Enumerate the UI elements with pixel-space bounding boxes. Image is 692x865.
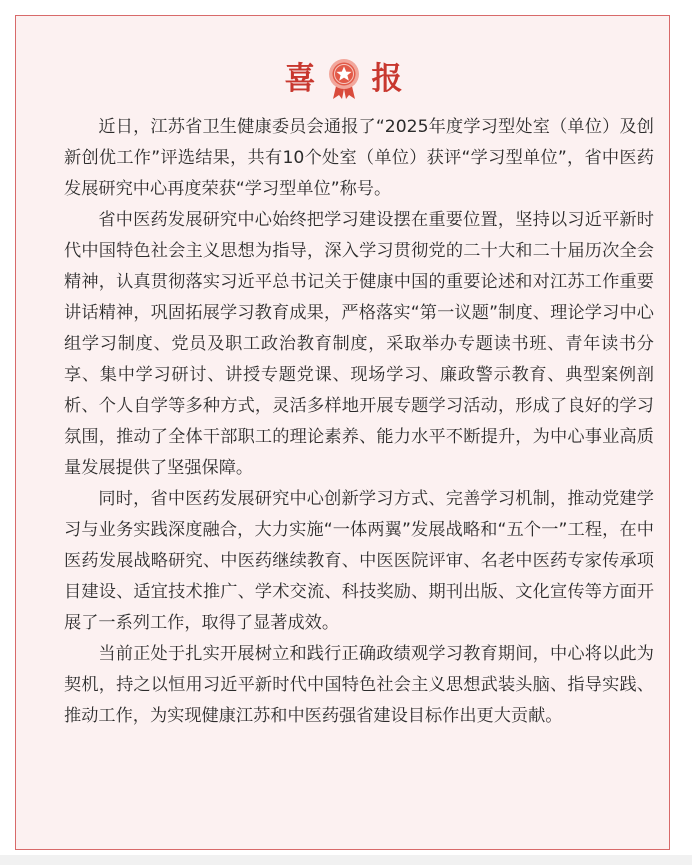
footer-strip: [0, 855, 692, 865]
title-char-right: 报: [371, 61, 403, 97]
article-body: [64, 112, 654, 732]
page-title: [16, 54, 671, 104]
paragraph: 近日，江苏省卫生健康委员会通报了“2025年度学习型处室（单位）及创新创优工作”评选结果，共有10个处室（单位）获评“学习型单位”，省中医药发展研究中心再度荣获“学习型单位”称号。: [64, 117, 654, 199]
paragraph: 当前正处于扎实开展树立和践行正确政绩观学习教育期间，中心将以此为契机，持之以恒用习近平新时代中国特色社会主义思想武装头脑、指导实践、推动工作，为实现健康江苏和中医药强省建设目标作出更大贡献。: [64, 644, 654, 726]
medal-icon: [324, 57, 364, 101]
paragraph: 同时，省中医药发展研究中心创新学习方式、完善学习机制，推动党建学习与业务实践深度融合，大力实施“一体两翼”发展战略和“五个一”工程，在中医药发展战略研究、中医药继续教育、中医医院评审、名老中医药专家传承项目建设、适宜技术推广、学术交流、科技奖励、期刊出版、文化宣传等方面开展了一系列工作，取得了显著成效。: [64, 489, 654, 633]
announcement-card: [15, 15, 670, 850]
paragraph: 省中医药发展研究中心始终把学习建设摆在重要位置，坚持以习近平新时代中国特色社会主义思想为指导，深入学习贯彻党的二十大和二十届历次全会精神，认真贯彻落实习近平总书记关于健康中国的重要论述和对江苏工作重要讲话精神，巩固拓展学习教育成果，严格落实“第一议题”制度、理论学习中心组学习制度、党员及职工政治教育制度，采取举办专题读书班、青年读书分享、集中学习研讨、讲授专题党课、现场学习、廉政警示教育、典型案例剖析、个人自学等多种方式，灵活多样地开展专题学习活动，形成了良好的学习氛围，推动了全体干部职工的理论素养、能力水平不断提升，为中心事业高质量发展提供了坚强保障。: [64, 210, 654, 478]
title-char-left: 喜: [284, 61, 316, 97]
